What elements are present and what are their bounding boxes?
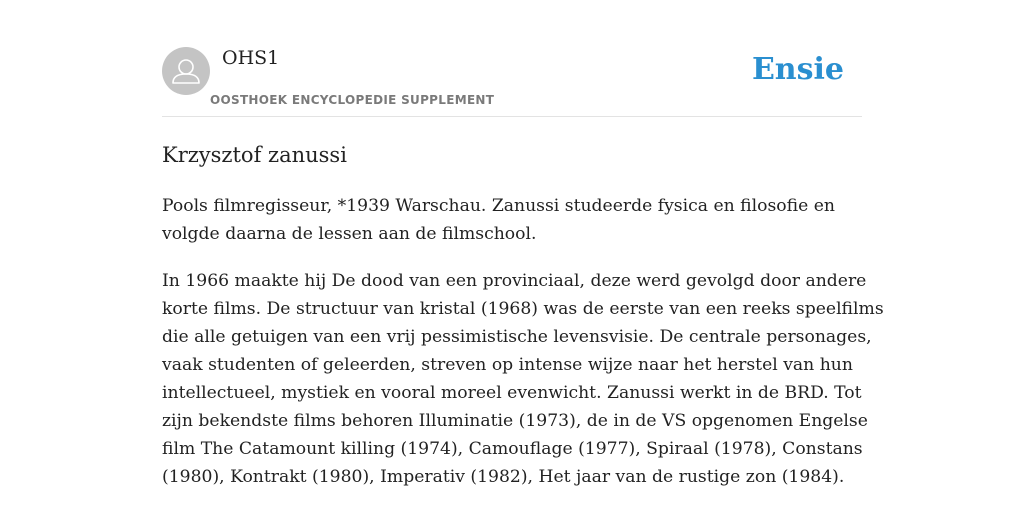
paragraph-line: die alle getuigen van een vrij pessimistische levensvisie. De centrale personages, xyxy=(162,327,872,347)
avatar[interactable] xyxy=(162,47,210,95)
paragraph-line: vaak studenten of geleerden, streven op intense wijze naar het herstel van hun xyxy=(162,355,853,375)
paragraph-line: film The Catamount killing (1974), Camouflage (1977), Spiraal (1978), Constans xyxy=(162,439,863,459)
header xyxy=(162,46,862,117)
brand-logo[interactable]: Ensie xyxy=(751,52,844,87)
author-name[interactable]: OHS1 xyxy=(222,47,280,69)
paragraph-line: (1980), Kontrakt (1980), Imperativ (1982), Het jaar van de rustige zon (1984). xyxy=(162,467,845,487)
article-body xyxy=(162,192,884,510)
paragraph-line: volgde daarna de lessen aan de filmschool. xyxy=(162,224,537,244)
paragraph-line: Pools filmregisseur, *1939 Warschau. Zanussi studeerde fysica en filosofie en xyxy=(162,196,835,216)
paragraph-line: zijn bekendste films behoren Illuminatie (1973), de in de VS opgenomen Engelse xyxy=(162,411,868,431)
paragraph-line: intellectueel, mystiek en vooral moreel evenwicht. Zanussi werkt in de BRD. Tot xyxy=(162,383,862,403)
paragraph-line: In 1966 maakte hij De dood van een provinciaal, deze werd gevolgd door andere xyxy=(162,271,867,291)
source-name[interactable]: OOSTHOEK ENCYCLOPEDIE SUPPLEMENT xyxy=(210,93,495,107)
paragraph xyxy=(162,267,884,491)
paragraph-line: korte films. De structuur van kristal (1968) was de eerste van een reeks speelfilms xyxy=(162,299,884,319)
user-icon xyxy=(162,47,210,95)
paragraph xyxy=(162,192,872,248)
article-title: Krzysztof zanussi xyxy=(162,143,347,167)
